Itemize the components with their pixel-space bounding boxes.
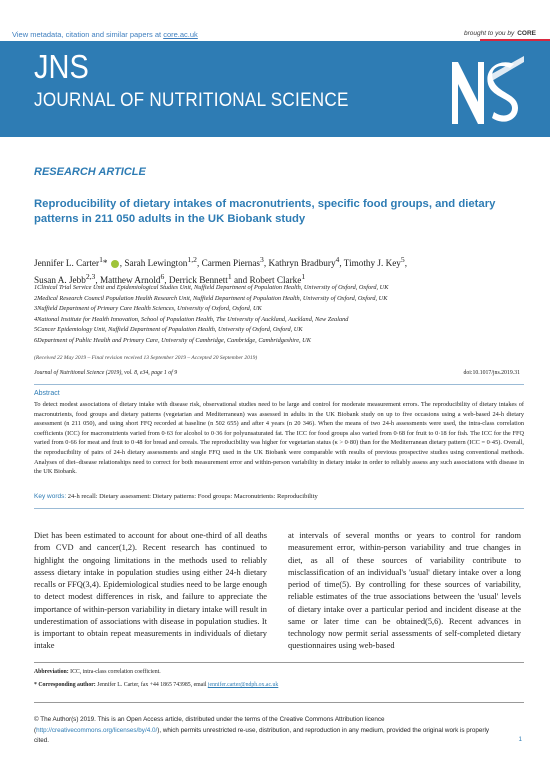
keywords: [34, 493, 524, 500]
submission-dates: (Received 22 May 2019 – Final revision received 13 September 2019 – Accepted 20 September 2019): [34, 355, 258, 361]
corresponding-author: * Corresponding author: Jennifer L. Carter, fax +44 1865 743985, email jennifer.carter@ndph.ox.ac.uk: [34, 682, 279, 688]
affiliation-item: 4National Institute for Health Innovation, School of Population Health, The University of Auckland, Auckland, New Zealand: [34, 315, 349, 323]
license-link[interactable]: http://creativecommons.org/licenses/by/4.0/: [36, 726, 158, 734]
affiliation-item: 5Cancer Epidemiology Unit, Nuffield Department of Population Health, University of Oxford, Oxford, UK: [34, 326, 303, 334]
core-metadata-link[interactable]: View metadata, citation and similar papers at core.ac.uk: [12, 30, 198, 39]
affiliation-item: 2Medical Research Council Population Health Research Unit, Nuffield Department of Population Health, University of Oxford, Oxford, UK: [34, 294, 388, 302]
affiliation-item: 6Department of Public Health and Primary Care, University of Cambridge, Cambridge, Cambridgeshire, UK: [34, 336, 311, 344]
doi[interactable]: doi:10.1017/jns.2019.31: [463, 370, 520, 376]
author-list: [34, 253, 524, 287]
ns-logo-icon: [448, 54, 528, 130]
abstract-heading: Abstract: [34, 390, 60, 397]
core-brand[interactable]: CORE: [517, 30, 536, 37]
body-column-2: at intervals of several months or years to control for random measurement error, within-person variability and true changes in diet, as all of these sources of variability contribute to misclassification of an individual's 'usual' dietary intake over a long period of time(5). By controlling for these sources of variability, reliable estimates of the true associations between the 'usual' levels of dietary intake over a particular period and incident disease at the same or later time can be obtained(5,6). Recent advances in technology now permit serial assessments of self-completed dietary questionnaires using web-based: [288, 531, 521, 651]
authors-line-2: Susan A. Jebb$^{2,3}$, Matthew Arnold$^6$, Derrick Bennett$^1$ and Robert Clarke$^1$: [34, 272, 306, 286]
license-text: © The Author(s) 2019. This is an Open Access article, distributed under the terms of the Creative Commons Attribution licence (http://creativecommons.org/licenses/by/4.0/), which permits unrestricted re-use, distribution, and reproduction in any medium, provided the original work is properly cited.: [34, 716, 490, 744]
journal-citation: Journal of Nutritional Science (2019), vol. 8, e34, page 1 of 9: [34, 370, 178, 376]
abstract-top-rule: [34, 384, 524, 385]
journal-name: JOURNAL OF NUTRITIONAL SCIENCE: [34, 90, 349, 111]
abbreviation-note: Abbreviation: ICC, intra-class correlation coefficient.: [34, 669, 161, 675]
article-type: RESEARCH ARTICLE: [34, 166, 146, 178]
body-column-1: Diet has been estimated to account for about one-third of all deaths from CVD and cancer(1,2). Recent research has continued to highlight the ongoing limitations in the methods used to reliably assess dietary intake in population studies using either 24-h dietary recalls or FFQ(3,4). Epidemiological studies need to be large enough to detect modest differences in risk, and failure to appreciate the importance of within-person variability in dietary intake will result in underestimation of associations with disease in population studies. It is important to obtain repeat measurements in individuals of dietary intake: [34, 531, 267, 651]
authors-line-1: Jennifer L. Carter$^1$* , Sarah Lewington$^{1,2}$, Carmen Piernas$^3$, Kathryn Bradbury$^4$, Timothy J. Key$^5$,: [34, 255, 408, 269]
brought-by: brought to you by CORE: [463, 30, 536, 37]
keywords-label: Key words:: [34, 493, 67, 500]
footnote-rule: [34, 662, 524, 663]
keywords-list: 24-h recall: Dietary assessment: Dietary patterns: Food groups: Macronutrients: Reproducibility: [67, 493, 318, 500]
abstract-text: To detect modest associations of dietary intake with disease risk, observational studies need to be large and control for moderate measurement errors. The reproducibility of dietary intakes of macronutrients, food groups and dietary patterns (vegetarian and Mediterranean) was assessed in adults in the UK Biobank study on up to five occasions using a web-based 24-h dietary assessment (n 211 050), and using short FFQ recorded at baseline (n 502 655) and after 4 years (n 20 346). When the means of two 24-h assessments were used, the intra-class correlation coefficients (ICC) for macronutrients varied from 0·63 for alcohol to 0·36 for polyunsaturated fat. The ICC for food groups also varied from 0·68 for fruit to 0·18 for fish. The ICC for the FFQ varied from 0·66 for meat and fruit to 0·48 for bread and cereals. The reproducibility was higher for vegetarian status (κ > 0·80) than for the Mediterranean dietary pattern (ICC = 0·45). Overall, the reproducibility of pairs of 24-h dietary assessments and single FFQ used in the UK Biobank were comparable with results of previous prospective studies using conventional methods. Analyses of diet–disease relationships need to correct for both measurement error and within-person variability in dietary intake in order to reliably assess any such associations with disease in the UK Biobank.: [34, 401, 524, 476]
page-number: 1: [518, 736, 522, 743]
core-bar: [0, 0, 550, 40]
license-rule: [34, 702, 524, 703]
journal-abbrev: JNS: [34, 49, 89, 86]
orcid-icon[interactable]: [111, 260, 119, 268]
abstract-bottom-rule: [34, 508, 524, 509]
affiliation-item: 3Nuffield Department of Primary Care Health Sciences, University of Oxford, Oxford, UK: [34, 305, 262, 313]
author-email-link[interactable]: jennifer.carter@ndph.ox.ac.uk: [207, 682, 279, 688]
article-title: Reproducibility of dietary intakes of macronutrients, specific food groups, and dietary patterns in 211 050 adults in the UK Biobank study: [34, 198, 496, 225]
affiliations: [34, 283, 524, 347]
affiliation-item: 1Clinical Trial Service Unit and Epidemiological Studies Unit, Nuffield Department of Population Health, University of Oxford, Oxford, UK: [34, 284, 389, 291]
